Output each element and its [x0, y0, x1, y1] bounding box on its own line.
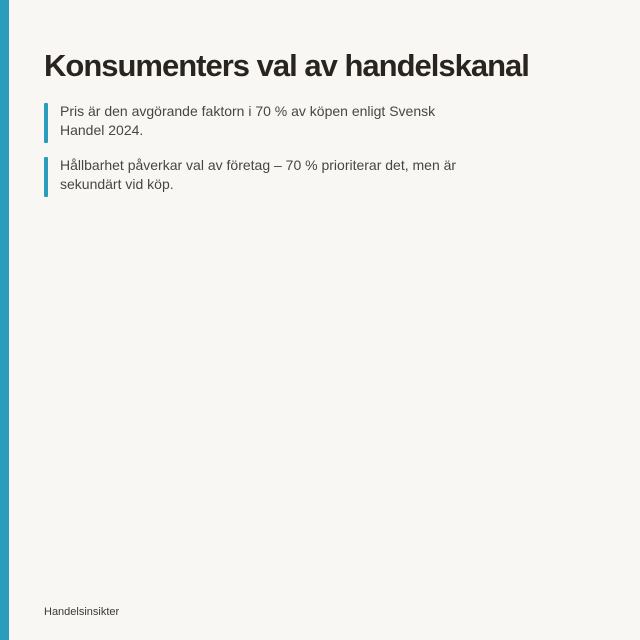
bullet-marker — [44, 157, 48, 197]
slide-title: Konsumenters val av handelskanal — [44, 48, 529, 83]
bullet-text: Hållbarhet påverkar val av företag – 70 % prioriterar det, men är sekundärt vid köp. — [60, 157, 457, 192]
bullet-text: Pris är den avgörande faktorn i 70 % av köpen enligt Svensk Handel 2024. — [60, 103, 436, 138]
bullet-list — [44, 102, 464, 210]
footer-label: Handelsinsikter — [44, 606, 120, 618]
bullet-item — [44, 102, 464, 140]
bullet-marker — [44, 103, 48, 143]
left-accent-bar — [0, 0, 9, 640]
bullet-item — [44, 156, 464, 194]
